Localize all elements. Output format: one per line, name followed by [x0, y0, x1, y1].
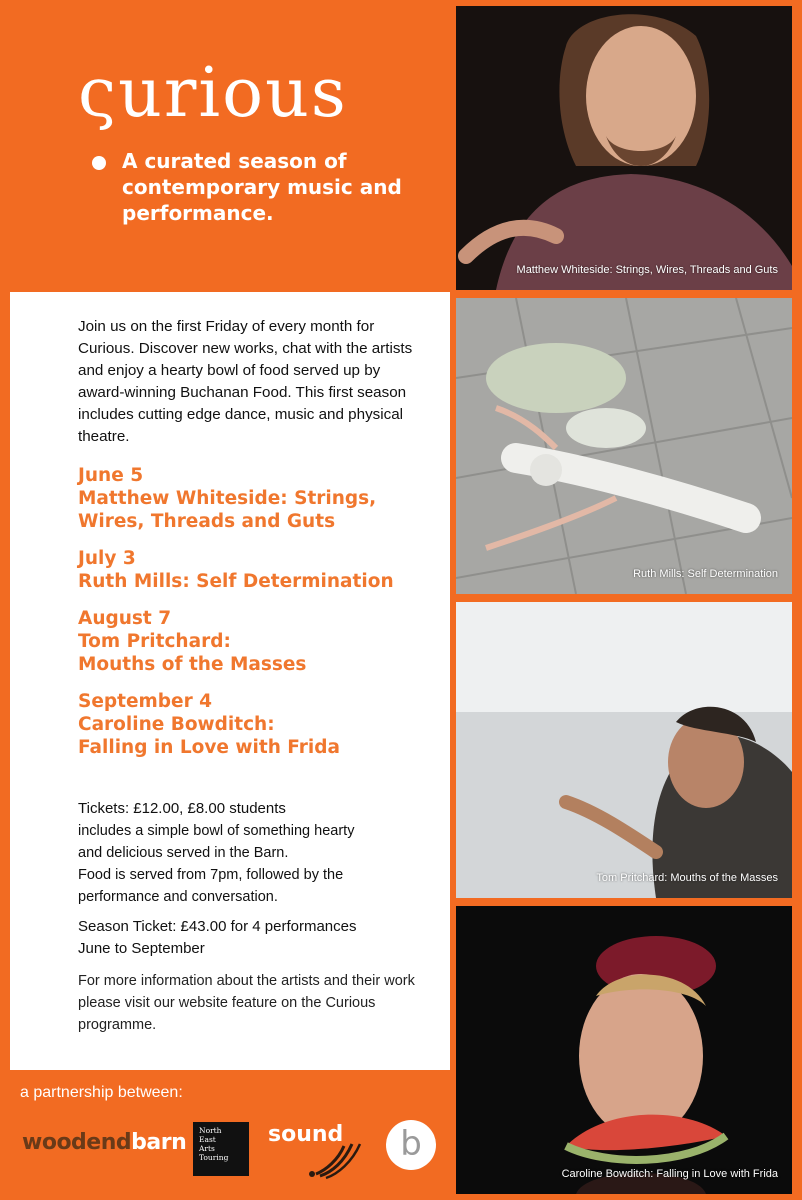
ticket-description-line: includes a simple bowl of something hearty	[78, 823, 355, 839]
portrait-image	[456, 298, 792, 594]
portrait-image	[456, 6, 792, 290]
main-panel	[10, 292, 450, 1070]
event-date: August 7	[78, 608, 172, 629]
photo-tom-pritchard	[456, 602, 792, 898]
header	[0, 0, 450, 292]
sound-logo	[268, 1120, 368, 1180]
season-ticket-price: Season Ticket: £43.00 for 4 performances	[78, 918, 357, 935]
ticket-description-line: performance and conversation.	[78, 889, 278, 905]
photo-caption: Caroline Bowditch: Falling in Love with Frida	[561, 1168, 778, 1180]
neat-logo-word: Arts	[199, 1144, 215, 1153]
event-title: Caroline Bowditch:	[78, 714, 275, 735]
curious-logo: ςurious	[78, 54, 348, 133]
event-date: July 3	[78, 548, 136, 569]
ticket-price: Tickets: £12.00, £8.00 students	[78, 800, 286, 817]
sound-logo-text: sound	[268, 1122, 344, 1147]
season-ticket-dates: June to September	[78, 940, 205, 957]
event-title: Tom Pritchard:	[78, 631, 231, 652]
photo-caption: Matthew Whiteside: Strings, Wires, Threads and Guts	[516, 264, 778, 276]
event-title: Ruth Mills: Self Determination	[78, 571, 394, 592]
portrait-image	[456, 906, 792, 1194]
event-title: Wires, Threads and Guts	[78, 511, 336, 532]
woodendbarn-logo-part: woodend	[22, 1130, 132, 1155]
ticket-description-line: Food is served from 7pm, followed by the	[78, 867, 344, 883]
neat-logo-word: East	[199, 1135, 216, 1144]
photo-caroline-bowditch	[456, 906, 792, 1194]
season-ticket	[78, 916, 438, 960]
sound-wave-icon	[268, 1120, 368, 1180]
event-list	[78, 464, 438, 773]
event-date: September 4	[78, 691, 213, 712]
event-title: Mouths of the Masses	[78, 654, 307, 675]
ticket-description-line: and delicious served in the Barn.	[78, 845, 289, 861]
neat-logo-word: North	[199, 1126, 222, 1135]
portrait-image	[456, 602, 792, 898]
event-item	[78, 547, 438, 593]
intro-paragraph: Join us on the first Friday of every month for Curious. Discover new works, chat with the artists and enjoy a hearty bowl of food served up by award-winning Buchanan Food. This first season includes cutting edge dance, music and physical theatre.	[78, 318, 413, 445]
event-item	[78, 607, 438, 676]
b-logo: b	[386, 1120, 436, 1170]
tickets-info	[78, 798, 438, 908]
partnership-label: a partnership between:	[20, 1084, 183, 1101]
event-title: Matthew Whiteside: Strings,	[78, 488, 377, 509]
woodendbarn-logo-part: barn	[131, 1130, 187, 1155]
neat-logo-word: Touring	[199, 1153, 229, 1162]
footer	[0, 1070, 450, 1200]
event-title: Falling in Love with Frida	[78, 737, 340, 758]
event-item	[78, 464, 438, 533]
photo-matthew-whiteside	[456, 6, 792, 290]
photo-caption: Tom Pritchard: Mouths of the Masses	[596, 872, 778, 884]
photo-ruth-mills	[456, 298, 792, 594]
event-date: June 5	[78, 465, 144, 486]
woodendbarn-logo	[22, 1130, 186, 1155]
north-east-arts-touring-logo	[193, 1122, 249, 1176]
photo-caption: Ruth Mills: Self Determination	[633, 568, 778, 580]
event-item	[78, 690, 438, 759]
tagline: A curated season of contemporary music and performance.	[122, 149, 402, 225]
more-info: For more information about the artists and their work please visit our website feature on the Curious programme.	[78, 973, 415, 1033]
bullet-icon	[92, 156, 106, 170]
